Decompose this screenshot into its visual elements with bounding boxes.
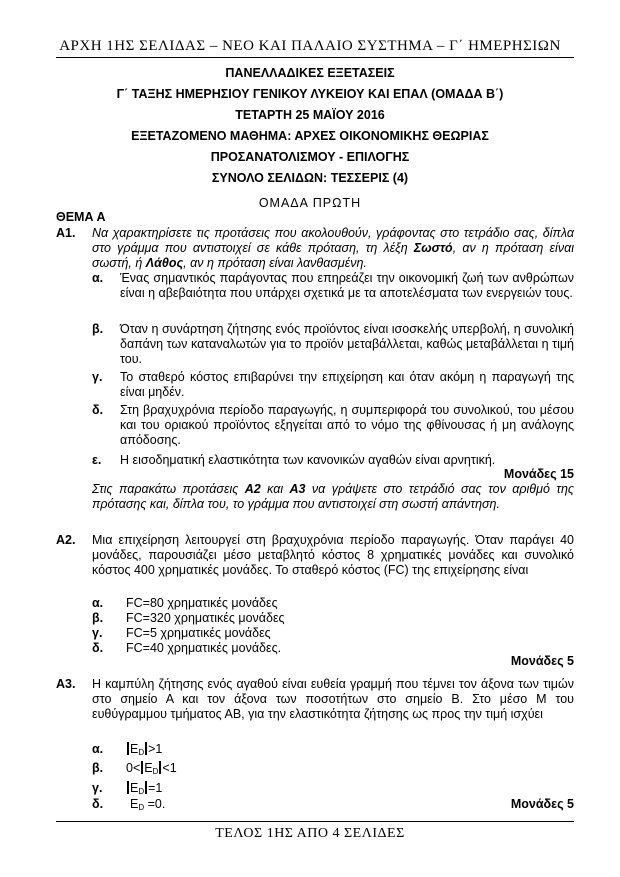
a2-score: Μονάδες 5 bbox=[510, 654, 574, 668]
expr-subscript: D bbox=[138, 787, 145, 796]
a3-option-letter: γ. bbox=[92, 781, 103, 795]
a2-option-text: FC=40 χρηματικές μονάδες. bbox=[126, 641, 282, 655]
a1-item-letter: ε. bbox=[92, 453, 102, 467]
a2-option-letter: γ. bbox=[92, 626, 103, 640]
a2-option-text: FC=80 χρηματικές μονάδες bbox=[126, 596, 278, 610]
instruction-ref-a3: Α3 bbox=[289, 482, 306, 496]
group-heading: ΟΜΑΔΑ ΠΡΩΤΗ bbox=[258, 196, 362, 210]
a3-option-letter: δ. bbox=[92, 797, 104, 811]
question-a2-text: Μια επιχείρηση λειτουργεί στη βραχυχρόνια περίοδο παραγωγής. Όταν παράγει 40 μονάδες, παρουσιάζει μέσο μεταβλητό κόστος 8 χρηματικές μονάδες και συνολικό κόστος 400 χρηματικές μονάδες. Το σταθερό κόστος (FC) της επιχείρησης είναι bbox=[92, 533, 574, 577]
exam-pages: ΣΥΝΟΛΟ ΣΕΛΙΔΩΝ: ΤΕΣΣΕΡΙΣ (4) bbox=[211, 171, 409, 185]
question-a1-label: Α1. bbox=[56, 226, 76, 240]
a3-score: Μονάδες 5 bbox=[510, 797, 574, 811]
expr-suffix: =1 bbox=[148, 781, 163, 795]
a1-item-text: Στη βραχυχρόνια περίοδο παραγωγής, η συμπεριφορά του συνολικού, του μέσου και του οριακού προϊόντος εξηγείται από το νόμο της φθίνουσας ή μη ανάλογης απόδοσης. bbox=[120, 403, 574, 447]
abs-bar bbox=[145, 742, 147, 755]
a3-option-letter: β. bbox=[92, 761, 104, 775]
exam-title: ΠΑΝΕΛΛΑΔΙΚΕΣ ΕΞΕΤΑΣΕΙΣ bbox=[225, 66, 395, 80]
a1-item-letter: γ. bbox=[92, 370, 103, 384]
expr-suffix: <1 bbox=[162, 761, 177, 775]
a1-item-text: Όταν η συνάρτηση ζήτησης ενός προϊόντος είναι ισοσκελής υπερβολή, η συνολική δαπάνη των καταναλωτών για το προϊόν μεταβάλλεται, καθώς μεταβάλλεται η τιμή του. bbox=[120, 322, 574, 366]
abs-bar bbox=[127, 742, 129, 755]
a2-option-text: FC=320 χρηματικές μονάδες bbox=[126, 611, 285, 625]
abs-bar bbox=[145, 781, 147, 794]
expr-subscript: D bbox=[138, 803, 145, 812]
header-rule bbox=[56, 57, 574, 58]
expr-prefix: 0< bbox=[126, 761, 141, 775]
expr-suffix: >1 bbox=[148, 742, 163, 756]
a2-option-letter: β. bbox=[92, 611, 104, 625]
a1-intro-part2: , αν η πρόταση είναι σωστή, ή bbox=[92, 241, 574, 270]
exam-date: ΤΕΤΑΡΤΗ 25 ΜΑΪΟΥ 2016 bbox=[235, 108, 385, 122]
instruction-a2-a3 bbox=[92, 482, 574, 512]
a1-item-letter: δ. bbox=[92, 403, 104, 417]
a2-option-text: FC=5 χρηματικές μονάδες bbox=[126, 626, 271, 640]
expr-subscript: D bbox=[138, 748, 145, 757]
exam-subject: ΕΞΕΤΑΖΟΜΕΝΟ ΜΑΘΗΜΑ: ΑΡΧΕΣ ΟΙΚΟΝΟΜΙΚΗΣ ΘΕΩΡΙΑΣ bbox=[131, 129, 489, 143]
instruction-part1: Στις παρακάτω προτάσεις bbox=[92, 482, 245, 496]
a1-intro-part1: Να χαρακτηρίσετε τις προτάσεις που ακολουθούν, γράφοντας στο τετράδιο σας, δίπλα στο γράμμα που αντιστοιχεί σε κάθε πρόταση, τη λέξη bbox=[92, 226, 574, 255]
question-a2-label: Α2. bbox=[56, 533, 76, 547]
a2-option-letter: δ. bbox=[92, 641, 104, 655]
a3-option-letter: α. bbox=[92, 742, 104, 756]
exam-class: Γ΄ ΤΑΞΗΣ ΗΜΕΡΗΣΙΟΥ ΓΕΝΙΚΟΥ ΛΥΚΕΙΟΥ ΚΑΙ ΕΠΑΛ (ΟΜΑΔΑ Β΄) bbox=[116, 87, 504, 101]
footer-rule bbox=[56, 821, 574, 822]
question-a1-intro bbox=[92, 226, 574, 271]
page-header-title: ΑΡΧΗ 1ΗΣ ΣΕΛΙΔΑΣ – ΝΕΟ ΚΑΙ ΠΑΛΑΙΟ ΣΥΣΤΗΜΑ – Γ΄ ΗΜΕΡΗΣΙΩΝ bbox=[59, 38, 561, 54]
a3-option-expression bbox=[130, 797, 165, 815]
a3-option-expression bbox=[126, 761, 177, 779]
a1-score: Μονάδες 15 bbox=[503, 467, 574, 481]
instruction-ref-a2: Α2 bbox=[244, 482, 261, 496]
instruction-part3: να γράψετε στο τετράδιό σας τον αριθμό της πρότασης και, δίπλα του, το γράμμα που αντιστοιχεί στη σωστή απάντηση. bbox=[92, 482, 574, 511]
expr-symbol: E bbox=[144, 761, 153, 775]
a1-item-letter: α. bbox=[92, 271, 104, 285]
a1-item-text: Το σταθερό κόστος επιβαρύνει την επιχείρηση και όταν ακόμη η παραγωγή της είναι μηδέν. bbox=[120, 370, 574, 399]
expr-symbol: E bbox=[130, 742, 139, 756]
abs-bar bbox=[127, 781, 129, 794]
instruction-part2: και bbox=[260, 482, 290, 496]
expr-symbol: E bbox=[130, 781, 139, 795]
theme-heading: ΘΕΜΑ Α bbox=[56, 210, 106, 224]
abs-bar bbox=[141, 761, 143, 774]
expr-suffix: =0. bbox=[144, 797, 166, 811]
word-correct: Σωστό bbox=[413, 241, 453, 255]
page-footer: ΤΕΛΟΣ 1ΗΣ ΑΠΟ 4 ΣΕΛΙΔΕΣ bbox=[215, 826, 405, 841]
word-wrong: Λάθος bbox=[145, 256, 184, 270]
expr-symbol: E bbox=[130, 797, 139, 811]
a1-intro-part3: , αν η πρόταση είναι λανθασμένη. bbox=[183, 256, 367, 270]
question-a3-text: Η καμπύλη ζήτησης ενός αγαθού είναι ευθεία γραμμή που τέμνει τον άξονα των τιμών στο σημείο Α και τον άξονα των ποσοτήτων στο σημείο Β. Στο μέσο Μ του ευθύγραμμου τμήματος ΑΒ, για την ελαστικότητα ζήτησης ως προς την τιμή ισχύει bbox=[92, 677, 574, 721]
expr-subscript: D bbox=[152, 767, 159, 776]
question-a3-label: Α3. bbox=[56, 677, 76, 691]
a2-option-letter: α. bbox=[92, 596, 104, 610]
exam-orientation: ΠΡΟΣΑΝΑΤΟΛΙΣΜΟΥ - ΕΠΙΛΟΓΗΣ bbox=[210, 150, 410, 164]
a1-item-text: Η εισοδηματική ελαστικότητα των κανονικών αγαθών είναι αρνητική. bbox=[120, 453, 496, 467]
a1-item-text: Ένας σημαντικός παράγοντας που επηρεάζει την οικονομική ζωή των ανθρώπων είναι η αβεβαιότητα που υπάρχει σχετικά με τα αποτελέσματα των ενεργειών τους. bbox=[120, 271, 574, 300]
a1-item-letter: β. bbox=[92, 322, 104, 336]
a3-option-expression bbox=[126, 742, 162, 760]
